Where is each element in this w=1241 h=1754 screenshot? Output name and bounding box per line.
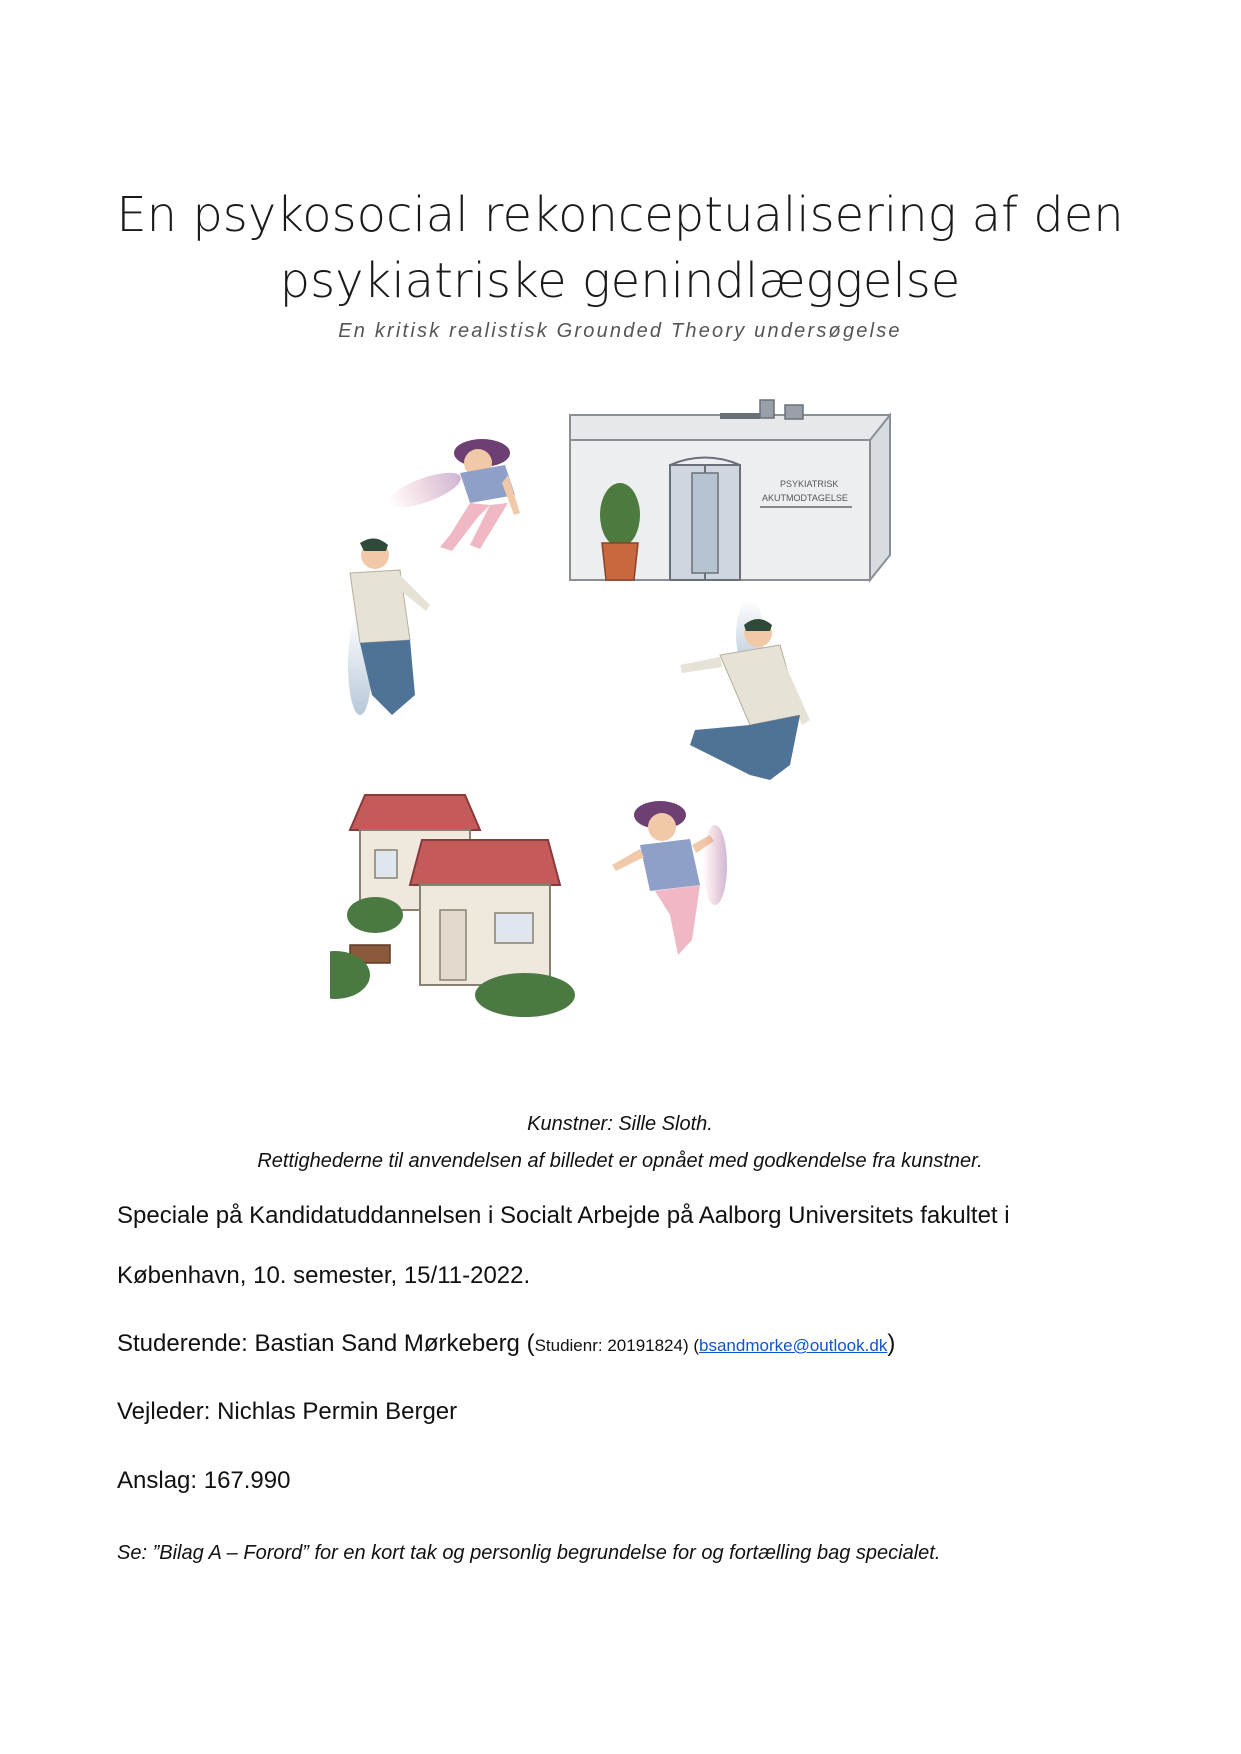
artist-caption: Kunstner: Sille Sloth. [527,1113,713,1135]
student-separator: ) ( [682,1336,700,1355]
student-line [117,1330,895,1358]
rights-caption: Rettighederne til anvendelsen af billedet er opnået med godkendelse fra kunstner. [257,1150,983,1172]
title-line-1: En psykosocial rekonceptualisering af den [116,187,1124,243]
student-label: Studerende: Bastian Sand Mørkeberg ( [117,1330,535,1357]
woman-figure-top [385,439,520,551]
characters-line: Anslag: 167.990 [117,1467,291,1494]
student-number: Studienr: 20191824 [534,1336,683,1355]
supervisor-line: Vejleder: Nichlas Permin Berger [117,1398,458,1425]
cover-illustration [330,395,910,1050]
document-title [80,182,1160,314]
student-close: ) [887,1330,896,1357]
document-subtitle: En kritisk realistisk Grounded Theory undersøgelse [338,320,902,342]
man-figure-right [680,600,810,780]
student-email-link[interactable]: bsandmorke@outlook.dk [699,1336,888,1355]
man-figure-left [348,538,430,715]
hospital-building [570,400,890,580]
woman-figure-bottom [612,801,727,955]
thesis-line-2: København, 10. semester, 15/11-2022. [117,1262,531,1289]
houses [330,795,575,1017]
title-line-2: psykiatriske genindlæggelse [279,253,961,309]
building-sign-line-2: AKUTMODTAGELSE [762,493,848,503]
building-sign-line-1: PSYKIATRISK [780,479,839,489]
thesis-line-1: Speciale på Kandidatuddannelsen i Socialt Arbejde på Aalborg Universitets fakultet i [117,1202,1010,1229]
appendix-note: Se: ”Bilag A – Forord” for en kort tak og personlig begrundelse for og fortælling bag specialet. [117,1542,941,1564]
